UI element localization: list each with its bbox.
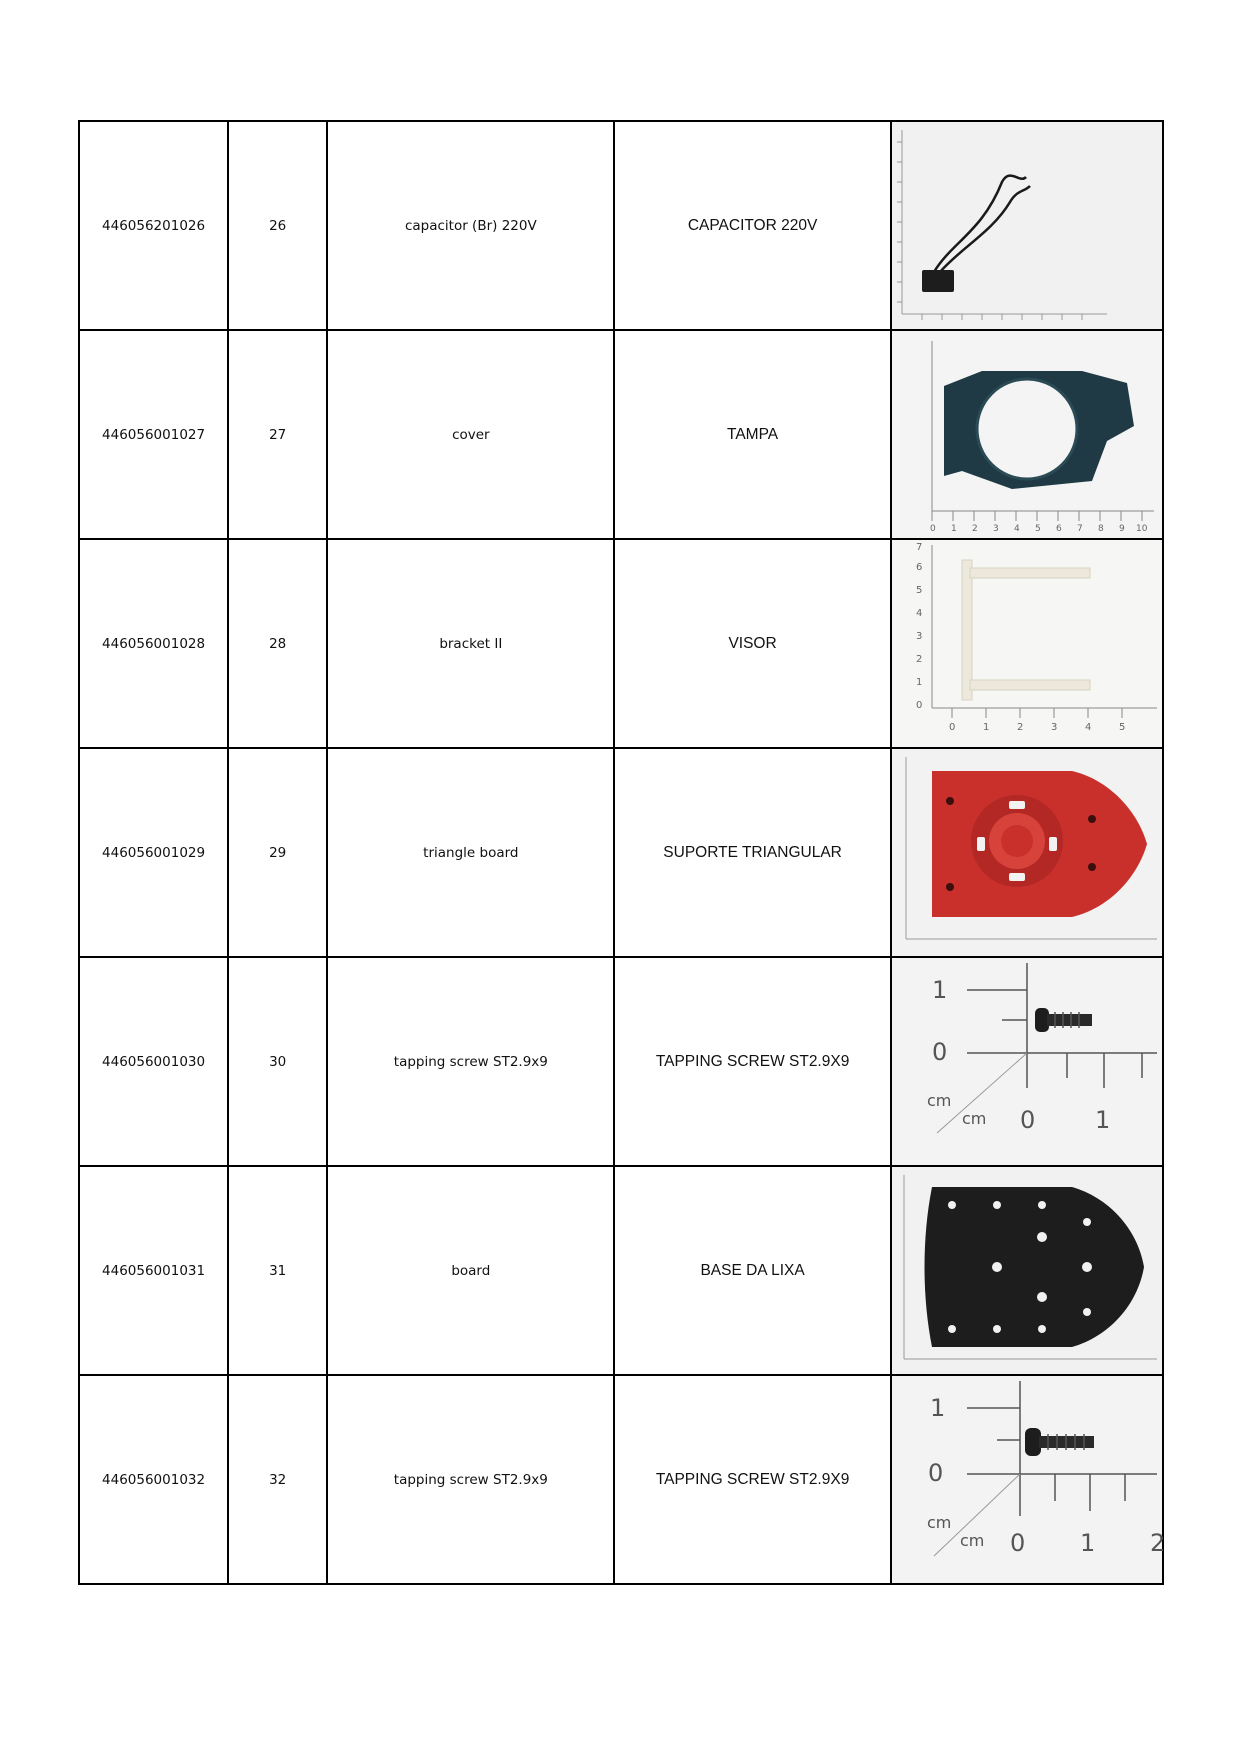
scale-tick-label: 3 [915, 631, 923, 642]
part-description-pt: TAPPING SCREW ST2.9X9 [614, 957, 890, 1166]
table-row [79, 1375, 1163, 1584]
scale-tick-label: 1 [931, 976, 947, 1004]
triangle-board-photo-icon [892, 749, 1162, 956]
screw-photo-icon [892, 1376, 1165, 1583]
part-description: triangle board [327, 748, 614, 957]
part-photo [891, 539, 1163, 748]
scale-tick-label: 2 [971, 524, 978, 534]
part-description-pt: TAPPING SCREW ST2.9X9 [614, 1375, 890, 1584]
scale-tick-label: 1 [929, 1394, 945, 1422]
part-code: 446056001030 [79, 957, 228, 1166]
scale-tick-label: 5 [915, 585, 923, 596]
table-row [79, 330, 1163, 539]
scale-tick-label: 0 [1019, 1106, 1035, 1134]
scale-tick-label: 3 [992, 524, 999, 534]
item-number: 28 [228, 539, 327, 748]
scale-tick-label: 6 [915, 562, 923, 573]
part-description-pt: SUPORTE TRIANGULAR [614, 748, 890, 957]
scale-tick-label: 8 [1097, 524, 1104, 534]
part-description: board [327, 1166, 614, 1375]
scale-tick-label: 5 [1034, 524, 1041, 534]
parts-table [78, 120, 1164, 1585]
scale-tick-label: 0 [929, 524, 936, 534]
item-number: 30 [228, 957, 327, 1166]
item-number: 31 [228, 1166, 327, 1375]
part-description: tapping screw ST2.9x9 [327, 957, 614, 1166]
table-row [79, 748, 1163, 957]
item-number: 26 [228, 121, 327, 330]
scale-tick-label: 7 [915, 542, 923, 553]
scale-tick-label: 1 [915, 677, 923, 688]
capacitor-photo-icon [892, 122, 1162, 329]
scale-tick-label: 4 [1084, 722, 1092, 733]
part-description: tapping screw ST2.9x9 [327, 1375, 614, 1584]
item-number: 32 [228, 1375, 327, 1584]
table-row [79, 539, 1163, 748]
part-description-pt: VISOR [614, 539, 890, 748]
part-photo [891, 1375, 1163, 1584]
scale-unit-label: cm [961, 1109, 987, 1128]
scale-tick-label: 2 [1149, 1529, 1165, 1557]
scale-tick-label: 0 [915, 700, 923, 711]
scale-tick-label: 5 [1118, 722, 1126, 733]
table-row [79, 1166, 1163, 1375]
scale-tick-label: 6 [1055, 524, 1062, 534]
part-description-pt: CAPACITOR 220V [614, 121, 890, 330]
part-code: 446056001031 [79, 1166, 228, 1375]
sanding-board-photo-icon [892, 1167, 1162, 1374]
item-number: 27 [228, 330, 327, 539]
part-photo [891, 330, 1163, 539]
part-photo [891, 1166, 1163, 1375]
item-number: 29 [228, 748, 327, 957]
part-description: cover [327, 330, 614, 539]
scale-tick-label: 1 [1094, 1106, 1110, 1134]
part-description-pt: BASE DA LIXA [614, 1166, 890, 1375]
part-description: bracket II [327, 539, 614, 748]
screw-photo-icon [892, 958, 1162, 1165]
scale-tick-label: 1 [1079, 1529, 1095, 1557]
cover-photo-icon [892, 331, 1162, 538]
part-code: 446056001029 [79, 748, 228, 957]
scale-tick-label: 0 [927, 1459, 943, 1487]
scale-tick-label: 2 [1016, 722, 1024, 733]
bracket-photo-icon [892, 540, 1162, 747]
part-code: 446056001028 [79, 539, 228, 748]
scale-tick-label: 1 [982, 722, 990, 733]
scale-tick-label: 3 [1050, 722, 1058, 733]
part-code: 446056001027 [79, 330, 228, 539]
table-row [79, 121, 1163, 330]
part-photo [891, 957, 1163, 1166]
part-photo [891, 121, 1163, 330]
part-photo [891, 748, 1163, 957]
part-description: capacitor (Br) 220V [327, 121, 614, 330]
scale-tick-label: 4 [1013, 524, 1020, 534]
scale-tick-label: 0 [948, 722, 956, 733]
scale-unit-label: cm [959, 1531, 985, 1550]
scale-tick-label: 1 [950, 524, 957, 534]
scale-unit-label: cm [926, 1513, 952, 1532]
scale-tick-label: 0 [1009, 1529, 1025, 1557]
table-row [79, 957, 1163, 1166]
scale-unit-label: cm [926, 1091, 952, 1110]
part-description-pt: TAMPA [614, 330, 890, 539]
scale-tick-label: 2 [915, 654, 923, 665]
scale-tick-label: 9 [1118, 524, 1125, 534]
scale-tick-label: 4 [915, 608, 923, 619]
part-code: 446056201026 [79, 121, 228, 330]
scale-tick-label: 10 [1135, 524, 1148, 534]
part-code: 446056001032 [79, 1375, 228, 1584]
scale-tick-label: 0 [931, 1038, 947, 1066]
scale-tick-label: 7 [1076, 524, 1083, 534]
